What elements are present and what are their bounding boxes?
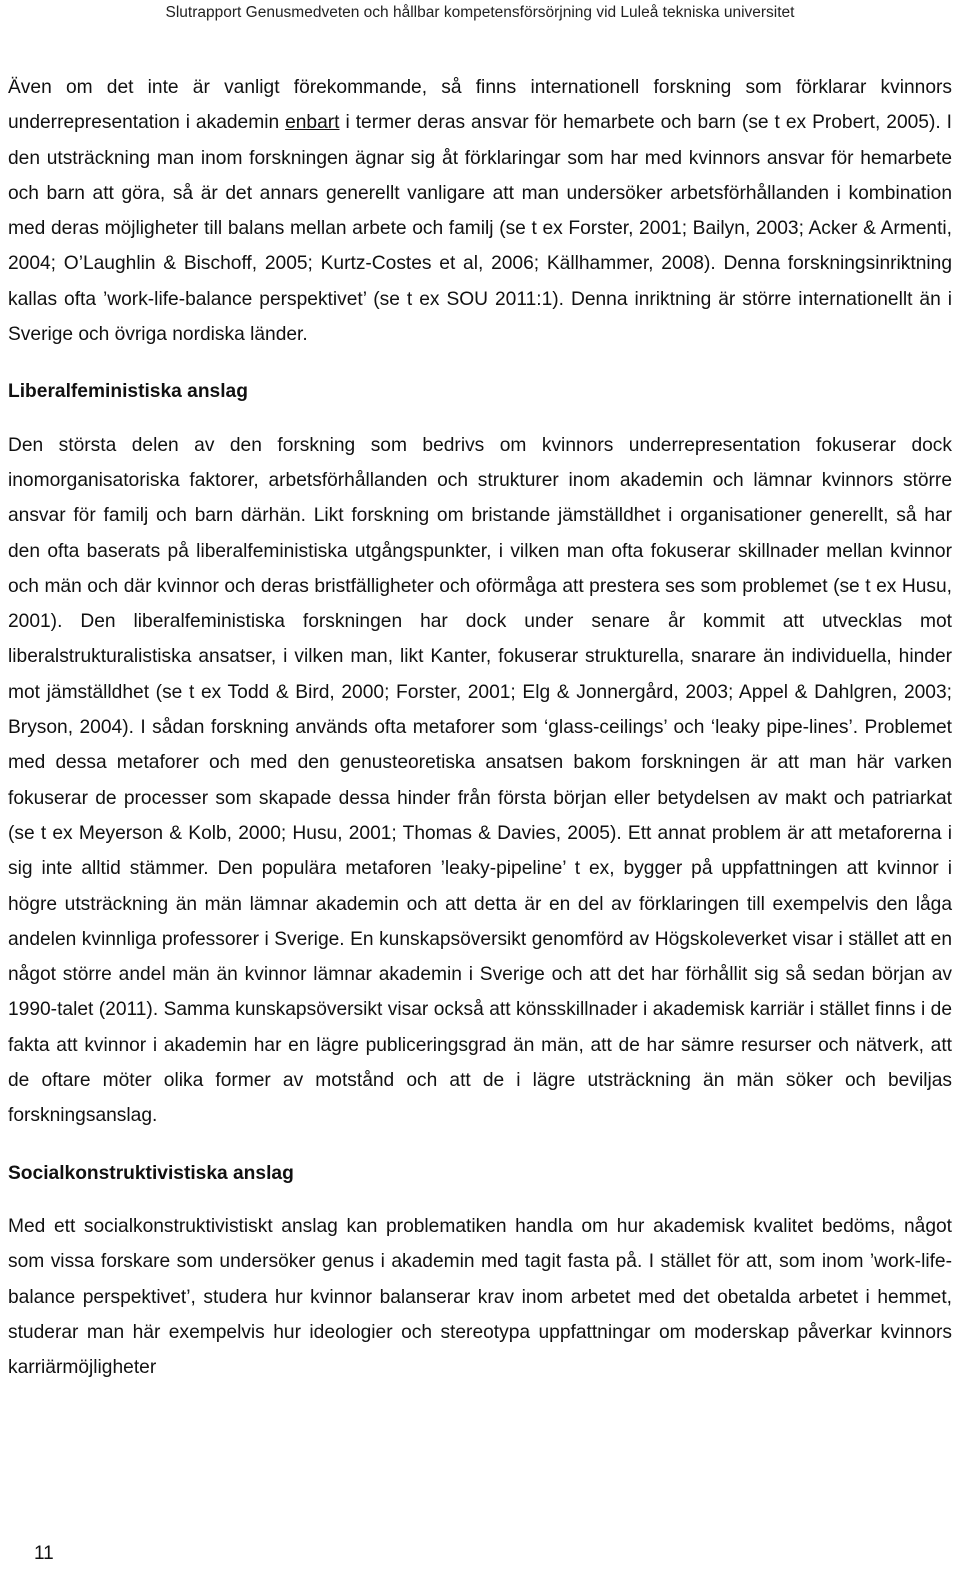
- page-number: 11: [34, 1543, 54, 1564]
- section-heading-liberalfeministiska: Liberalfeministiska anslag: [8, 381, 248, 403]
- paragraph-liberalfeministiska: Den största delen av den forskning som bedrivs om kvinnors underrepresentation fokuserar dock inomorganisatoriska faktorer, arbetsförhållanden och strukturer inom akademin och lämnar kvinnors större ansvar för familj och barn därhän. Likt forskning om bristande jämställdhet i organisationer generellt, så har den ofta baserats på liberalfeministiska utgångspunkter, i vilken man ofta fokuserar skillnader mellan kvinnor och män och där kvinnor och deras bristfälligheter och oförmåga att prestera ses som problemet (se t ex Husu, 2001). Den liberalfeministiska forskningen har dock under senare år kommit att utvecklas mot liberalstrukturalistiska ansatser, i vilken man, likt Kanter, fokuserar strukturella, snarare än individuella, hinder mot jämställdhet (se t ex Todd & Bird, 2000; Forster, 2001; Elg & Jonnergård, 2003; Appel & Dahlgren, 2003; Bryson, 2004). I sådan forskning används ofta metaforer som ‘glass-ceilings’ och ‘leaky pipe-lines’. Problemet med dessa metaforer och med den genusteoretiska ansatsen bakom forskningen är att man här varken fokuserar de processer som skapade dessa hinder från första början eller betydelsen av makt och patriarkat (se t ex Meyerson & Kolb, 2000; Husu, 2001; Thomas & Davies, 2005). Ett annat problem är att metaforerna i sig inte alltid stämmer. Den populära metaforen ’leaky-pipeline’ t ex, bygger på uppfattningen att kvinnor i högre utsträckning än män lämnar akademin och att detta är en del av förklaringen till exempelvis den låga andelen kvinnliga professorer i Sverige. En kunskapsöversikt genomförd av Högskoleverket visar i stället att en något större andel män än kvinnor lämnar akademin i Sverige och att det har förhållit sig så sedan början av 1990-talet (2011). Samma kunskapsöversikt visar också att könsskillnader i akademisk karriär i stället finns i de fakta att kvinnor i akademin har en lägre publiceringsgrad än män, att de har sämre resurser och nätverk, att de oftare möter olika former av motstånd och att de i lägre utsträckning än män söker och beviljas forskningsanslag.: [8, 434, 952, 1127]
- underlined-word: enbart: [285, 112, 340, 134]
- paragraph-socialkonstruktivistiska: Med ett socialkonstruktivistiskt anslag kan problematiken handla om hur akademisk kvalitet bedöms, något som vissa forskare som undersöker genus i akademin med tagit fasta på. I stället för att, som inom ’work-life-balance perspektivet’, studera hur kvinnor balanserar krav inom arbetet med det obetalda arbetet i hemmet, studerar man här exempelvis hur ideologier och stereotypa uppfattningar om moderskap påverkar kvinnors karriärmöjligheter: [8, 1215, 952, 1379]
- paragraph-intro: [8, 70, 952, 352]
- running-header: Slutrapport Genusmedveten och hållbar kompetensförsörjning vid Luleå tekniska universitet: [165, 4, 795, 21]
- paragraph-intro-text-b: i termer deras ansvar för hemarbete och barn (se t ex Probert, 2005). I den utsträckning man inom forskningen ägnar sig åt förklaringar som har med kvinnors ansvar för hemarbete och barn att göra, så är det annars generellt vanligare att man undersöker arbetsförhållanden i kombination med deras möjligheter till balans mellan arbete och familj (se t ex Forster, 2001; Bailyn, 2003; Acker & Armenti, 2004; O’Laughlin & Bischoff, 2005; Kurtz-Costes et al, 2006; Källhammer, 2008). Denna forskningsinriktning kallas ofta ’work-life-balance perspektivet’ (se t ex SOU 2011:1). Denna inriktning är större internationellt än i Sverige och övriga nordiska länder.: [8, 112, 952, 346]
- document-body: [8, 70, 952, 1385]
- spacer: [8, 1134, 952, 1156]
- section-heading-socialkonstruktivistiska: Socialkonstruktivistiska anslag: [8, 1162, 294, 1184]
- paragraph-intro-text-a: Även om det inte är vanligt förekommande, så finns internationell forskning som förklarar kvinnors underrepresentation i akademin: [8, 77, 952, 134]
- spacer: [8, 352, 952, 374]
- spacer: [8, 410, 952, 428]
- spacer: [8, 1191, 952, 1209]
